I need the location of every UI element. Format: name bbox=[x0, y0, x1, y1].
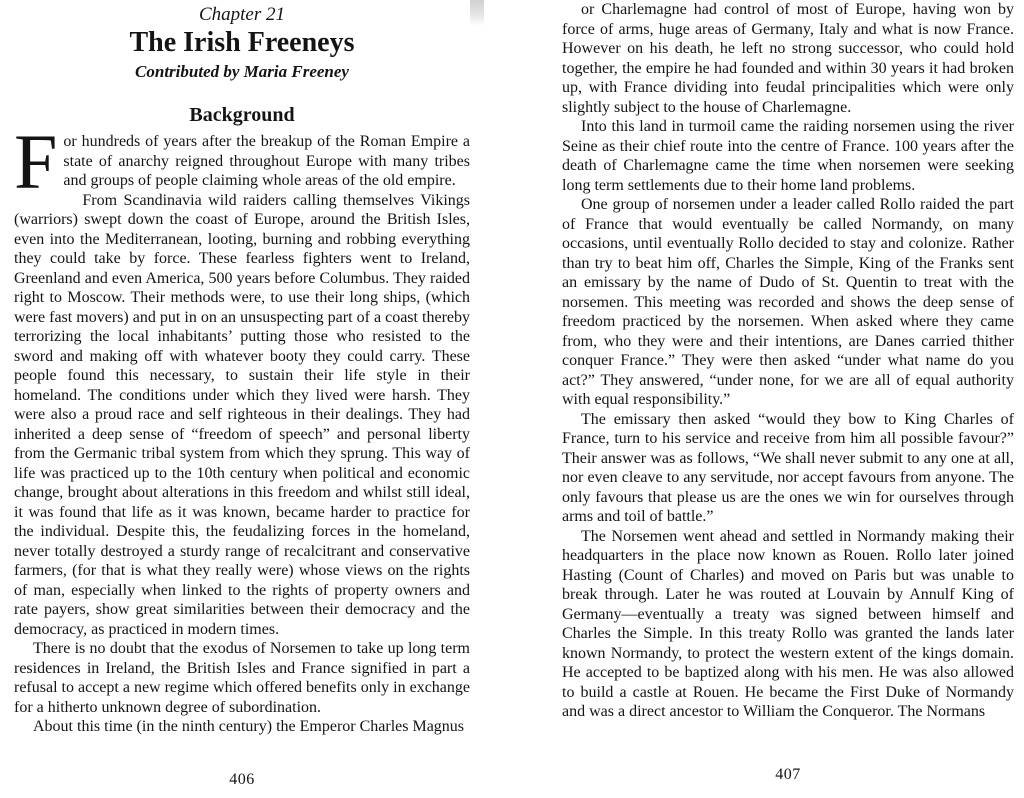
paragraph: About this time (in the ninth century) the Emperor Charles Magnus bbox=[33, 718, 465, 735]
drop-cap: F bbox=[14, 118, 58, 205]
right-page bbox=[562, 0, 1014, 722]
opening-paragraph-text: or hundreds of years after the breakup of the Roman Empire a state of anarchy reigned throughout Europe with many tribes and groups of people claiming whole areas of the old empire. bbox=[63, 133, 470, 189]
right-page-paragraphs bbox=[562, 0, 1014, 722]
opening-paragraph bbox=[14, 118, 470, 205]
right-page-body bbox=[562, 0, 1014, 722]
paragraph: The emissary then asked “would they bow to King Charles of France, turn to his service and receive from him all possible favour?” Their answer was as follows, “We shall never submit to any one at all, nor even cleave to any servitude, nor accept favours from anyone. The only favours that please us are the ones we win for ourselves through arms and toil of battle.” bbox=[562, 410, 1014, 525]
paragraph: From Scandinavia wild raiders calling themselves Vikings (warriors) swept down the coast of Europe, around the British Isles, even into the Mediterranean, looting, burning and robbing everything they could take by force. These fearless fighters went to Ireland, Greenland and even America, 500 years before Columbus. They raided right to Moscow. Their methods were, to use their long ships, (which were fast movers) and put in on an unsuspecting part of a coast thereby terrorizing the local inhabitants’ putting those who resisted to the sword and making off with whatever booty they could carry. These people found this necessary, to sustain their life style in their homeland. The conditions under which they lived were harsh. They were also a proud race and self righteous in their dealings. They had inherited a deep sense of “freedom of speech” and personal liberty from the Germanic tribal system from which they sprung. This way of life was practiced up to the 10th century when political and economic change, brought about alterations in this freedom and whilst still ideal, it was found that life as it was known, became harder to practice for the individual. Despite this, the feudalizing forces in the homeland, never totally destroyed a sturdy range of recalcitrant and conservative farmers, (for that is what they really were) whose views on the rights of man, especially when linked to the rights of property owners and rate payers, show great similarities between their democracy and the democracy, as practiced in modern times. bbox=[14, 191, 470, 638]
scan-artifact-smudge bbox=[470, 0, 484, 26]
paragraph: One group of norsemen under a leader called Rollo raided the part of France that would eventually be called Normandy, on many occasions, until eventually Rollo decided to stay and colonize. Rather than try to beat him off, Charles the Simple, King of the Franks sent an emissary by the name of Dudo of St. Quentin to treat with the norsemen. This meeting was recorded and shows the deep sense of freedom practiced by the norsemen. When asked where they came from, who they were and their intentions, are Danes carried thither conquer France.” They were then asked “under what name do you act?” They answered, “under none, for we are all of equal authority with equal responsibility.” bbox=[562, 196, 1014, 408]
left-page-body bbox=[14, 118, 470, 737]
left-page-number: 406 bbox=[229, 771, 255, 788]
section-heading: Background bbox=[189, 104, 295, 126]
left-page-paragraphs bbox=[14, 191, 470, 737]
right-page-number: 407 bbox=[775, 766, 801, 783]
paragraph: The Norsemen went ahead and settled in Normandy making their headquarters in the place now known as Rouen. Rollo later joined Hasting (Count of Charles) and moved on Paris but was unable to break through. Later he was routed at Louvain by Annulf King of Germany—eventually a treaty was signed between himself and Charles the Simple. In this treaty Rollo was granted the lands later known Normandy, to protect the western extent of the kings domain. He accepted to be baptized along with his men. He was also allowed to build a castle at Rouen. He became the First Duke of Normandy and was a direct ancestor to William the Conqueror. The Normans bbox=[562, 527, 1014, 720]
paragraph: There is no doubt that the exodus of Norsemen to take up long term residences in Ireland, the British Isles and France signified in part a refusal to accept a new regime which offered benefits only in exchange for a hitherto unknown degree of subordination. bbox=[14, 640, 470, 716]
byline: Contributed by Maria Freeney bbox=[135, 62, 349, 81]
chapter-label: Chapter 21 bbox=[198, 4, 286, 25]
paragraph: or Charlemagne had control of most of Europe, having won by force of arms, huge areas of Germany, Italy and what is now France. However on his death, he left no strong successor, who could hold together, the empire he had founded and within 30 years it had broken up, with France dividing into feudal principalities which were only slightly subject to the house of Charlemagne. bbox=[562, 1, 1014, 116]
paragraph: Into this land in turmoil came the raiding norsemen using the river Seine as their chief route into the centre of France. 100 years after the death of Charlemagne came the time when norsemen were seeking long term settlements due to their home land problems. bbox=[562, 118, 1014, 194]
chapter-title: The Irish Freeneys bbox=[129, 27, 355, 58]
left-page bbox=[14, 4, 470, 737]
